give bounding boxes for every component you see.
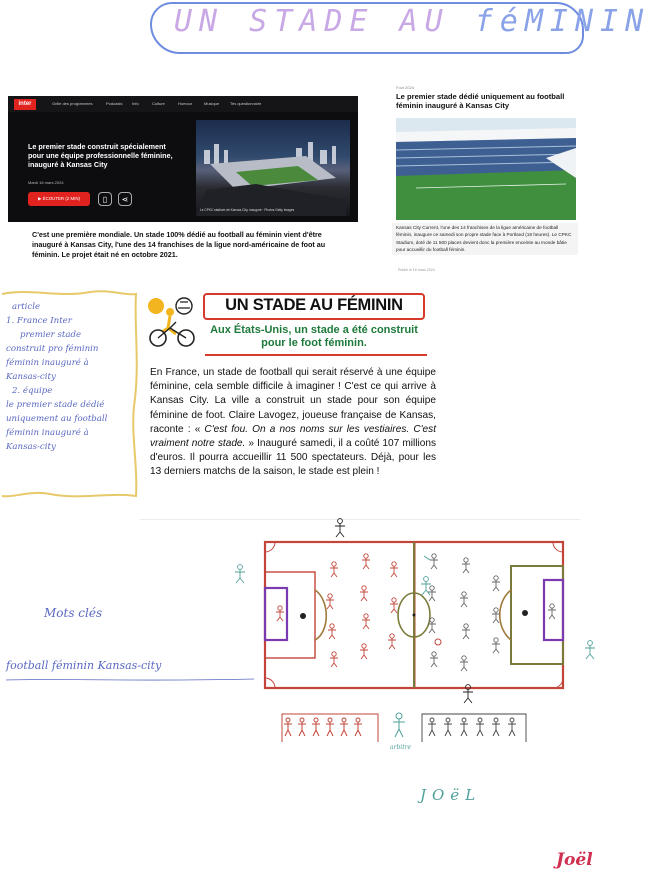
keywords-heading: Mots clés — [44, 606, 103, 620]
note-line: 1. France Inter — [6, 316, 72, 326]
nav-item[interactable]: Info — [132, 101, 139, 106]
note-line: 2. équipe — [12, 386, 53, 396]
listen-button[interactable]: ▶ ÉCOUTER (2 MIN) — [28, 192, 90, 206]
keywords: football féminin Kansas-city — [6, 659, 162, 672]
article-subtitle: Aux États-Unis, un stade a été construit pour le foot féminin. — [210, 324, 418, 349]
player-quote: C'est fou. On a nos noms sur les vestiaires. C'est vraiment notre stade. — [150, 423, 436, 450]
right-article-text: Kansas City Current, l'une des 14 franchises de la ligue américaine de football féminin, inaugure ce samedi son propre stade face à Portland (18 heures). Le CPKC Stadium, doté de 11 500 places devient donc la première enceinte au monde bâtie pour accueillir du football féminin. — [392, 223, 578, 255]
note-line: construit pro féminin — [6, 344, 99, 354]
note-line: féminin inauguré à — [6, 428, 89, 438]
nav-item[interactable]: Podcasts — [106, 101, 123, 106]
nav-item[interactable]: Tes questionnaire — [230, 101, 262, 106]
radio-date: Mardi 16 mars 2024 — [28, 180, 64, 185]
bookmark-icon[interactable]: ▯ — [98, 192, 112, 206]
nav-item[interactable]: Culture — [152, 101, 165, 106]
share-icon[interactable]: ⋖ — [118, 192, 132, 206]
radio-article-card — [8, 96, 358, 222]
note-line: Kansas-city — [6, 442, 56, 452]
radio-photo-caption: Le CPKC stadium de Kansas City, inauguré · Photos Getty Images — [200, 208, 295, 212]
handwritten-notes — [6, 300, 138, 500]
nav-item[interactable]: Humour — [178, 101, 193, 106]
author-signature: Joël — [556, 850, 593, 870]
article-title: UN STADE AU FÉMININ — [225, 296, 403, 314]
stadium-day-photo — [396, 118, 576, 220]
note-line: Kansas-city — [6, 372, 56, 382]
note-line: féminin inauguré à — [6, 358, 89, 368]
author-name: JOëL — [420, 786, 482, 804]
keywords-underline — [6, 677, 256, 683]
page-title: UN STADE AU féMININ — [174, 4, 650, 39]
subtitle-underline — [205, 354, 427, 356]
nav-item[interactable]: Grille des programmes — [52, 101, 93, 106]
note-line: article — [12, 302, 41, 312]
radio-nav-bar — [8, 96, 358, 112]
arbitre-label: arbitre — [390, 744, 412, 751]
radio-caption: C'est une première mondiale. Un stade 100% dédié au football au féminin vient d'être inauguré à Kansas City, l'une des 14 franchises de la ligue nord-américaine de foot au féminin. Le projet était né en octobre 2021. — [32, 230, 326, 259]
arbitre-figure — [388, 710, 410, 740]
note-line: le premier stade dédié — [6, 400, 105, 410]
bench-red — [280, 708, 380, 744]
note-line: uniquement au football — [6, 414, 108, 424]
right-article-date: Publié le 16 mars 2024 — [398, 268, 435, 272]
radio-headline: Le premier stade construit spécialement pour une équipe professionnelle féminine, inauguré à Kansas City — [28, 142, 173, 169]
sport-emoji-icon — [146, 296, 198, 350]
source-label: Foot 2024 — [396, 85, 415, 90]
bench-grey — [420, 708, 530, 744]
right-article-title: Le premier stade dédié uniquement au football féminin inauguré à Kansas City — [396, 92, 565, 110]
note-line: premier stade — [20, 330, 82, 340]
stadium-night-photo — [196, 120, 350, 216]
radio-logo: inter — [14, 99, 36, 110]
article-body: En France, un stade de football qui serait réservé à une équipe féminine, cela semble difficile à imaginer ! C'est ce qui arrive à Kansas City. La ville a construit un stade pour son équipe féminine de foot. Claire Lavogez, joueuse française de Kansas, raconte : « C'est fou. On a nos noms sur les vestiaires. C'est vraiment notre stade. » Inauguré samedi, il a coûté 107 millions d'euros. Il pourra accueillir 11 500 spectateurs. Déjà, pour les 13 derniers matchs de la saison, le stade est plein ! — [150, 367, 436, 478]
nav-item[interactable]: Musique — [204, 101, 220, 106]
